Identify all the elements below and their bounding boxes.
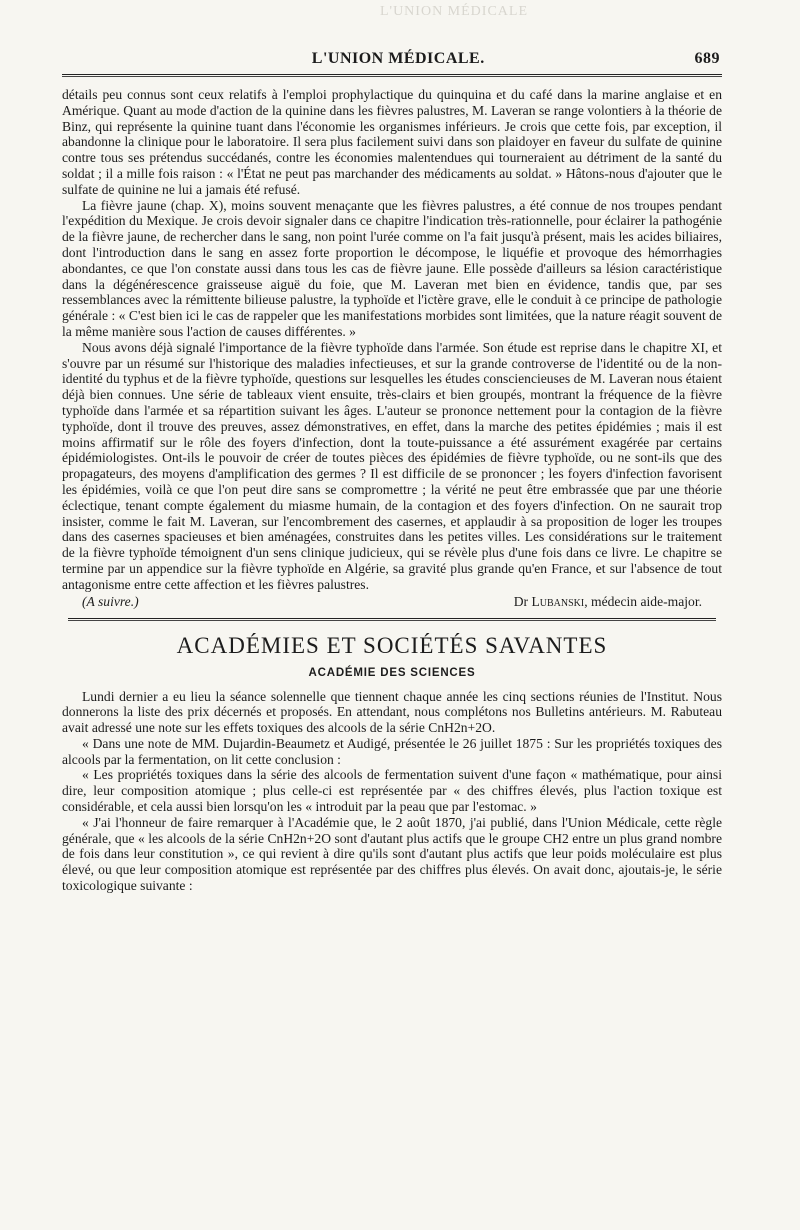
section-separator (68, 618, 716, 621)
section-subtitle: ACADÉMIE DES SCIENCES (308, 666, 476, 679)
journal-page (62, 50, 722, 894)
author-prefix: Dr (513, 593, 529, 609)
review-paragraph-3: Nous avons déjà signalé l'importance de la fièvre typhoïde dans l'armée. Son étude est reprise dans le chapitre XI, et s'ouvre par un résumé sur l'historique des maladies infectieuses, et sur la grande controverse de l'identité ou de la non-identité du typhus et de la fièvre typhoïde, questions sur lesquelles les études consciencieuses de M. Laveran nous étaient déjà bien connues. Une série de tableaux vient ensuite, très-clairs et bien groupés, montrant la fréquence de la fièvre typhoïde dans l'armée et sa répartition suivant les âges. L'auteur se prononce nettement pour la contagion de la fièvre typhoïde, dont il trouve des preuves, assez démonstratives, en effet, dans la marche des petites épidémies ; mais il est moins affirmatif sur le rôle des foyers d'infection, dont la toute-puissance a été assurément exagérée par certains épidémiologistes. Ont-ils le pouvoir de créer de toutes pièces des épidémies de fièvre typhoïde, ou ne sont-ils que des propagateurs, des moyens d'amplification des germes ? Il est difficile de se prononcer ; les foyers d'infection favorisent les épidémies, voilà ce que l'on peut dire sans se compromettre ; la vérité ne peut être embrassée que par une théorie éclectique, tenant compte également du miasme humain, de la contagion et des foyers d'infection. On ne saurait trop insister, comme le fait M. Laveran, sur l'encombrement des casernes, et applaudir à sa proposition de loger les troupes dans des casernes spacieuses et bien aménagées, construites dans les petites villes. Les considérations sur le traitement de la fièvre typhoïde témoignent d'un sens clinique judicieux, qui se révèle plus d'une fois dans ce livre. Le chapitre se termine par un appendice sur la fièvre typhoïde en Algérie, sa gravité plus grande qu'en France, et sur l'absence de tout antagonisme entre cette affection et les fièvres palustres. (62, 339, 722, 592)
header-rule (62, 74, 722, 77)
academy-paragraph-4: « J'ai l'honneur de faire remarquer à l'Académie que, le 2 août 1870, j'ai publié, dans l'Union Médicale, cette règle générale, que « les alcools de la série CnH2n+2O sont d'autant plus actifs que le groupe CH2 entre un plus grand nombre de fois dans leur constitution », ce qui revient à dire qu'ils sont d'autant plus actifs que leur poids moléculaire est plus élevé, ou que leur composition atomique est représentée par des chiffres plus élevés. On avait donc, ajoutais-je, le série toxicologique suivante : (62, 814, 722, 894)
page-number: 689 (694, 50, 720, 67)
review-paragraph-2: La fièvre jaune (chap. X), moins souvent menaçante que les fièvres palustres, a été connue de nos troupes pendant l'expédition du Mexique. Je crois devoir signaler dans ce chapitre l'indication très-rationnelle, pour éclairer la pathogénie de la fièvre jaune, de rechercher dans le sang, non point l'urée comme on l'a fait jusqu'à présent, mais les acides biliaires, dont l'introduction dans le sang en assez forte proportion le décompose, le liquéfie et provoque des hémorrhagies abondantes, ce que l'on constate aussi dans tous les cas de fièvre jaune. Elle possède d'ailleurs sa lésion caractéristique dans la dégénérescence graisseuse aiguë du foie, que M. Laveran met bien en évidence, tandis que, par ses ressemblances avec la rémittente bilieuse palustre, la typhoïde et l'ictère grave, elle le conduit à ce principe de pathologie générale : « C'est bien ici le cas de rappeler que les manifestations morbides sont limitées, que la nature réagit souvent de la même manière sous l'action de causes différentes. » (62, 197, 722, 339)
section-title: ACADÉMIES ET SOCIÉTÉS SAVANTES (176, 632, 608, 658)
author-name: Lubanski, (531, 593, 588, 609)
to-be-continued: (A suivre.) (82, 593, 139, 609)
author-role: médecin aide-major. (591, 593, 702, 609)
journal-title: L'UNION MÉDICALE. (311, 50, 485, 67)
academy-paragraph-3: « Les propriétés toxiques dans la série des alcools de fermentation suivent d'une façon « mathématique, pour ainsi dire, leur composition atomique ; plus celle-ci est représentée par « des chiffres élevés, plus l'action toxique est considérable, et cela aussi bien lorsqu'on les « introduit par la peau que par l'estomac. » (62, 767, 722, 815)
bleed-through-text: L'UNION MÉDICALE (380, 4, 529, 19)
academy-paragraph-1: Lundi dernier a eu lieu la séance solennelle que tiennent chaque année les cinq sections réunies de l'Institut. Nous donnerons la liste des prix décernés et proposés. En attendant, nous complétons nos Bulletins antérieurs. M. Rabuteau avait adressé une note sur les effets toxiques des alcools de la série CnH2n+2O. (62, 688, 722, 736)
author-line (514, 594, 702, 610)
running-head (62, 50, 722, 68)
article-signature (62, 594, 722, 610)
academy-paragraph-2: « Dans une note de MM. Dujardin-Beaumetz et Audigé, présentée le 26 juillet 1875 : Sur les propriétés toxiques des alcools par la fermentation, on lit cette conclusion : (62, 735, 722, 767)
review-paragraph-1: détails peu connus sont ceux relatifs à l'emploi prophylactique du quinquina et du café dans la marine anglaise et en Amérique. Quant au mode d'action de la quinine dans les fièvres palustres, M. Laveran se range volontiers à la théorie de Binz, qui représente la quinine tuant dans l'économie les organismes inférieurs. Je crois que cette fois, par exception, il abandonne la clinique pour le laboratoire. Il sera plus facilement suivi dans son plaidoyer en faveur du sulfate de quinine contre tous ses prétendus succédanés, contre les économies malentendues qui tourneraient au détriment de la santé du soldat ; il a mille fois raison : « l'État ne peut pas marchander des médicaments au soldat. » Hâtons-nous d'ajouter que le sulfate de quinine ne lui a jamais été refusé. (62, 87, 722, 197)
